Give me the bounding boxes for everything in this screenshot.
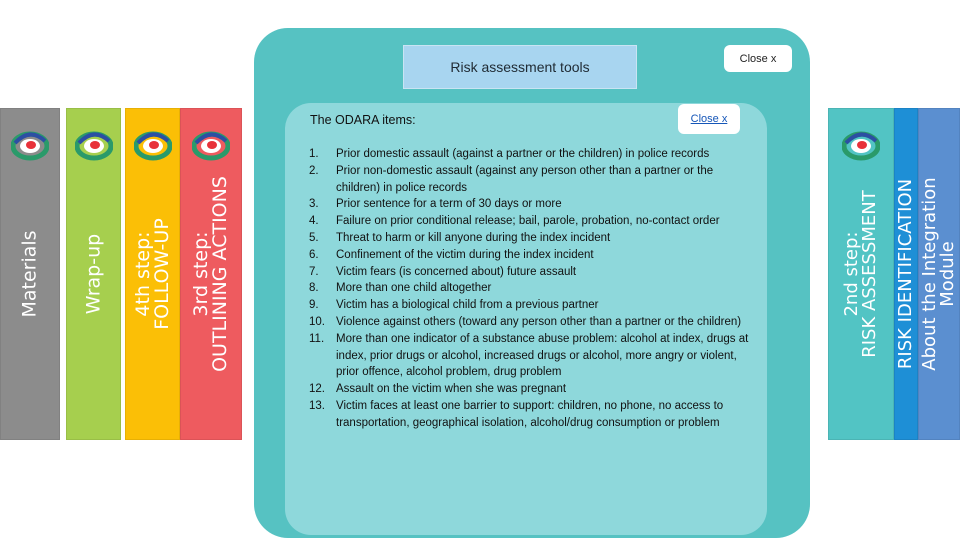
logo-icon xyxy=(842,131,880,161)
tab-wrap-up[interactable] xyxy=(66,108,121,440)
logo-icon xyxy=(134,131,172,161)
logo-icon xyxy=(75,131,113,161)
odara-heading: The ODARA items: xyxy=(310,113,416,127)
list-item: 11. More than one indicator of a substance abuse problem: alcohol at index, drugs at index, prior drugs or alcohol, increased drugs or alcohol, more angry or violent, prior offence, alcohol problem, drug problem xyxy=(309,332,749,379)
logo-icon xyxy=(192,131,230,161)
tab-label: Wrap-up xyxy=(82,233,104,315)
list-item: 2. Prior non-domestic assault (against any person other than a partner or the children) in police records xyxy=(309,164,714,194)
tab-materials[interactable] xyxy=(0,108,60,440)
tab-label: RISK IDENTIFICATION xyxy=(895,178,916,370)
tab-follow-up[interactable] xyxy=(125,108,180,440)
list-item: 12. Assault on the victim when she was pregnant xyxy=(309,383,567,396)
panel-title: Risk assessment tools xyxy=(403,45,637,89)
close-link[interactable]: Close x xyxy=(678,104,740,134)
list-item: 1. Prior domestic assault (against a partner or the children) in police records xyxy=(309,148,710,160)
list-item: 3. Prior sentence for a term of 30 days or more xyxy=(309,198,562,211)
tab-risk-identification[interactable] xyxy=(894,108,918,440)
tab-label: 2nd step: RISK ASSESSMENT xyxy=(841,190,880,358)
tab-risk-assessment[interactable] xyxy=(828,108,894,440)
list-item: 7. Victim fears (is concerned about) future assault xyxy=(309,265,577,278)
list-item: 8. More than one child altogether xyxy=(309,282,492,295)
tab-about-module[interactable] xyxy=(918,108,960,440)
tab-label: 4th step: FOLLOW-UP xyxy=(131,218,173,330)
logo-icon xyxy=(11,131,49,161)
list-item: 9. Victim has a biological child from a previous partner xyxy=(309,299,599,312)
list-item: 5. Threat to harm or kill anyone during the index incident xyxy=(309,231,611,244)
tab-outlining-actions[interactable] xyxy=(180,108,242,440)
close-button[interactable]: Close x xyxy=(724,45,792,72)
list-item: 4. Failure on prior conditional release; bail, parole, probation, no-contact order xyxy=(309,215,720,228)
tab-label: 3rd step: OUTLINING ACTIONS xyxy=(190,176,231,372)
list-item: 13. Victim faces at least one barrier to support: children, no phone, no access to transportation, geographical isolation, alcohol/drug consumption or problem xyxy=(309,399,724,429)
odara-items-list xyxy=(309,146,749,432)
list-item: 10. Violence against others (toward any person other than a partner or the children) xyxy=(309,315,742,328)
list-item: 6. Confinement of the victim during the index incident xyxy=(309,248,594,261)
tab-label: About the Integration Module xyxy=(919,177,958,371)
tab-label: Materials xyxy=(18,230,41,318)
